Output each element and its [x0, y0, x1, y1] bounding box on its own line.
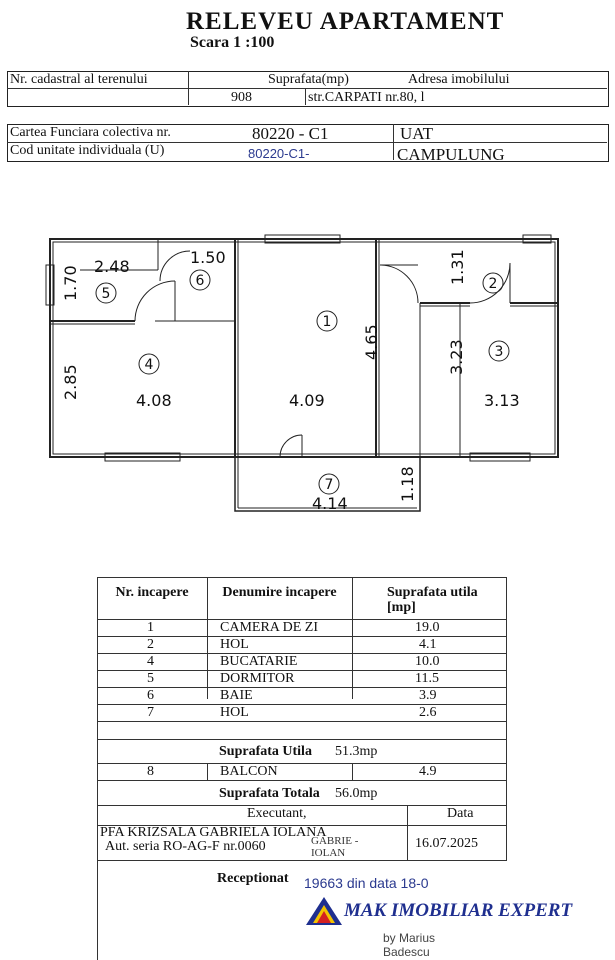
- dim-2-85: 2.85: [61, 364, 80, 400]
- dim-1-70: 1.70: [61, 265, 80, 301]
- suprafata-totala-value: 56.0mp: [335, 786, 378, 801]
- dim-4-65: 4.65: [362, 324, 381, 360]
- row-nr: 4: [147, 654, 154, 669]
- row-name: CAMERA DE ZI: [220, 620, 318, 635]
- room-number-1: 1: [322, 314, 332, 330]
- suprafata-totala-label: Suprafata Totala: [219, 786, 320, 801]
- row-nr: 6: [147, 688, 154, 703]
- header-suprafata: Suprafata utila [mp]: [387, 585, 478, 615]
- room-number-2: 2: [488, 276, 498, 292]
- room-number-3: 3: [494, 344, 504, 360]
- by-line-1: by Marius: [383, 931, 436, 945]
- row-name: DORMITOR: [220, 671, 295, 686]
- row-area: 2.6: [419, 705, 437, 720]
- receptionat-note: 19663 din data 18-0: [304, 875, 429, 891]
- signature-stamp: GABRIE -IOLAN: [311, 835, 359, 859]
- floor-plan: [0, 225, 615, 525]
- value-cf: 80220 - C1: [252, 124, 329, 143]
- balcon-nr: 8: [147, 764, 154, 779]
- dim-3-13: 3.13: [484, 391, 520, 410]
- dim-3-23: 3.23: [447, 339, 466, 375]
- row-name: HOL: [220, 705, 249, 720]
- row-area: 11.5: [415, 671, 439, 686]
- row-area: 19.0: [415, 620, 440, 635]
- label-cadastral: Nr. cadastral al terenului: [10, 72, 148, 87]
- info-box-2-vdivider: [393, 124, 394, 160]
- dim-4-08: 4.08: [136, 391, 172, 410]
- row-name: BAIE: [220, 688, 253, 703]
- row-name: BUCATARIE: [220, 654, 298, 669]
- label-adresa: Adresa imobilului: [408, 72, 510, 87]
- value-uat: CAMPULUNG: [397, 145, 505, 164]
- suprafata-utila-value: 51.3mp: [335, 744, 378, 759]
- room-number-4: 4: [144, 357, 154, 373]
- info-box-1-vdivider-b: [305, 88, 306, 105]
- row-area: 4.1: [419, 637, 437, 652]
- dim-4-09: 4.09: [289, 391, 325, 410]
- label-cod: Cod unitate individuala (U): [10, 143, 165, 158]
- header-denumire: Denumire incapere: [222, 585, 337, 600]
- info-box-1-divider: [7, 88, 607, 89]
- scale-label: Scara 1 :100: [190, 34, 275, 51]
- balcon-name: BALCON: [220, 764, 278, 779]
- dim-4-14: 4.14: [312, 494, 348, 513]
- date-value: 16.07.2025: [415, 836, 478, 851]
- receptionat-label: Receptionat: [217, 871, 289, 886]
- suprafata-utila-label: Suprafata Utila: [219, 744, 312, 759]
- company-logo: [302, 895, 612, 929]
- executant-name: PFA KRIZSALA GABRIELA IOLANA: [100, 825, 327, 840]
- row-nr: 5: [147, 671, 154, 686]
- document-title: RELEVEU APARTAMENT: [186, 8, 505, 35]
- dim-2-48: 2.48: [94, 257, 130, 276]
- row-nr: 1: [147, 620, 154, 635]
- label-uat: UAT: [400, 124, 434, 143]
- logo-text: MAK IMOBILIAR EXPERT: [344, 900, 573, 921]
- row-nr: 2: [147, 637, 154, 652]
- header-nr: Nr. incapere: [115, 585, 189, 600]
- dim-1-31: 1.31: [448, 249, 467, 285]
- executant-label: Executant,: [247, 806, 307, 821]
- row-name: HOL: [220, 637, 249, 652]
- label-cf: Cartea Funciara colectiva nr.: [10, 125, 171, 140]
- by-line-2: Badescu: [383, 945, 430, 959]
- row-nr: 7: [147, 705, 154, 720]
- label-suprafata: Suprafata(mp): [268, 72, 349, 87]
- dim-1-18: 1.18: [398, 466, 417, 502]
- value-cod: 80220-C1-: [248, 146, 310, 161]
- dim-1-50: 1.50: [190, 248, 226, 267]
- value-adresa: str.CARPATI nr.80, l: [308, 90, 425, 105]
- room-number-7: 7: [324, 477, 334, 493]
- row-area: 3.9: [419, 688, 437, 703]
- row-area: 10.0: [415, 654, 440, 669]
- logo-house-icon: [304, 895, 344, 929]
- executant-authorization: Aut. seria RO-AG-F nr.0060: [105, 839, 266, 854]
- value-suprafata: 908: [231, 90, 252, 105]
- room-number-6: 6: [195, 273, 205, 289]
- info-box-1-vdivider-a: [188, 71, 189, 105]
- balcon-area: 4.9: [419, 764, 437, 779]
- room-number-5: 5: [101, 286, 111, 302]
- data-label: Data: [447, 806, 474, 821]
